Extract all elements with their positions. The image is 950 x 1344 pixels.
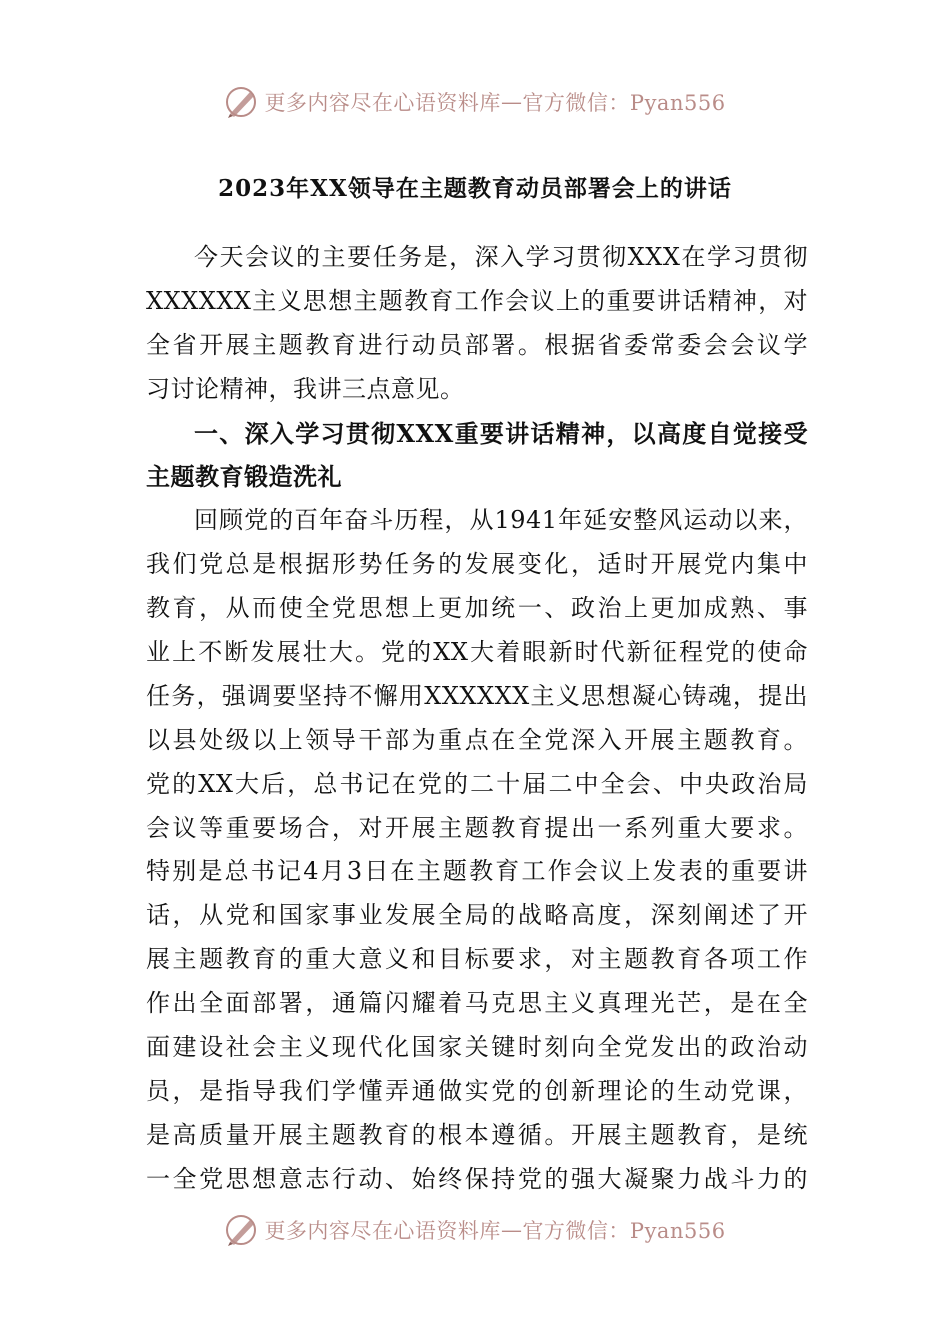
paragraph-line: 业上不断发展壮大。党的XX大着眼新时代新征程党的使命	[146, 638, 808, 667]
paragraph-line: 我们党总是根据形势任务的发展变化，适时开展党内集中	[146, 550, 808, 579]
banner-wechat-text: 官方微信：Pyan556	[522, 1219, 726, 1243]
banner-site-text: 更多内容尽在心语资料库	[264, 1219, 501, 1243]
document-title: 2023年XX领导在主题教育动员部署会上的讲话	[218, 175, 732, 202]
banner-wechat-text: 官方微信：Pyan556	[522, 91, 726, 115]
paragraph-line: 习讨论精神，我讲三点意见。	[146, 374, 465, 403]
paragraph-line: XXXXXX主义思想主题教育工作会议上的重要讲话精神，对	[146, 286, 808, 315]
paragraph-line: 党的XX大后，总书记在党的二十届二中全会、中央政治局	[146, 769, 808, 798]
paragraph-line: 展主题教育的重大意义和目标要求，对主题教育各项工作	[146, 945, 808, 974]
paragraph-line: 教育，从而使全党思想上更加统一、政治上更加成熟、事	[146, 594, 808, 623]
footer-watermark-banner	[0, 1208, 950, 1252]
paragraph-line: 会议等重要场合，对开展主题教育提出一系列重大要求。	[146, 813, 808, 842]
header-watermark-banner	[0, 80, 950, 124]
paragraph-line: 面建设社会主义现代化国家关键时刻向全党发出的政治动	[146, 1033, 808, 1062]
banner-site-text: 更多内容尽在心语资料库	[264, 91, 501, 115]
pen-logo-icon	[224, 1212, 260, 1248]
paragraph-line: 员，是指导我们学懂弄通做实党的创新理论的生动党课，	[146, 1076, 808, 1105]
section-heading-line: 一、深入学习贯彻XXX重要讲话精神，以高度自觉接受	[194, 418, 808, 448]
section-heading-line: 主题教育锻造洗礼	[146, 462, 342, 492]
paragraph-line: 任务，强调要坚持不懈用XXXXXX主义思想凝心铸魂，提出	[146, 681, 808, 710]
paragraph-line: 作出全面部署，通篇闪耀着马克思主义真理光芒，是在全	[146, 989, 808, 1018]
paragraph-line: 全省开展主题教育进行动员部署。根据省委常委会会议学	[146, 330, 808, 359]
paragraph-line: 一全党思想意志行动、始终保持党的强大凝聚力战斗力的	[146, 1164, 808, 1193]
paragraph-line: 以县处级以上领导干部为重点在全党深入开展主题教育。	[146, 725, 808, 754]
paragraph-line: 特别是总书记4月3日在主题教育工作会议上发表的重要讲	[146, 857, 808, 886]
paragraph-line: 话，从党和国家事业发展全局的战略高度，深刻阐述了开	[146, 901, 808, 930]
document-body	[146, 236, 808, 1202]
paragraph-line: 今天会议的主要任务是，深入学习贯彻XXX在学习贯彻	[194, 243, 808, 271]
banner-dash: —	[500, 1218, 523, 1242]
banner-dash: —	[500, 90, 523, 114]
pen-logo-icon	[224, 84, 260, 120]
paragraph-line: 回顾党的百年奋斗历程，从1941年延安整风运动以来，	[194, 506, 808, 535]
paragraph-line: 是高质量开展主题教育的根本遵循。开展主题教育，是统	[146, 1120, 808, 1149]
